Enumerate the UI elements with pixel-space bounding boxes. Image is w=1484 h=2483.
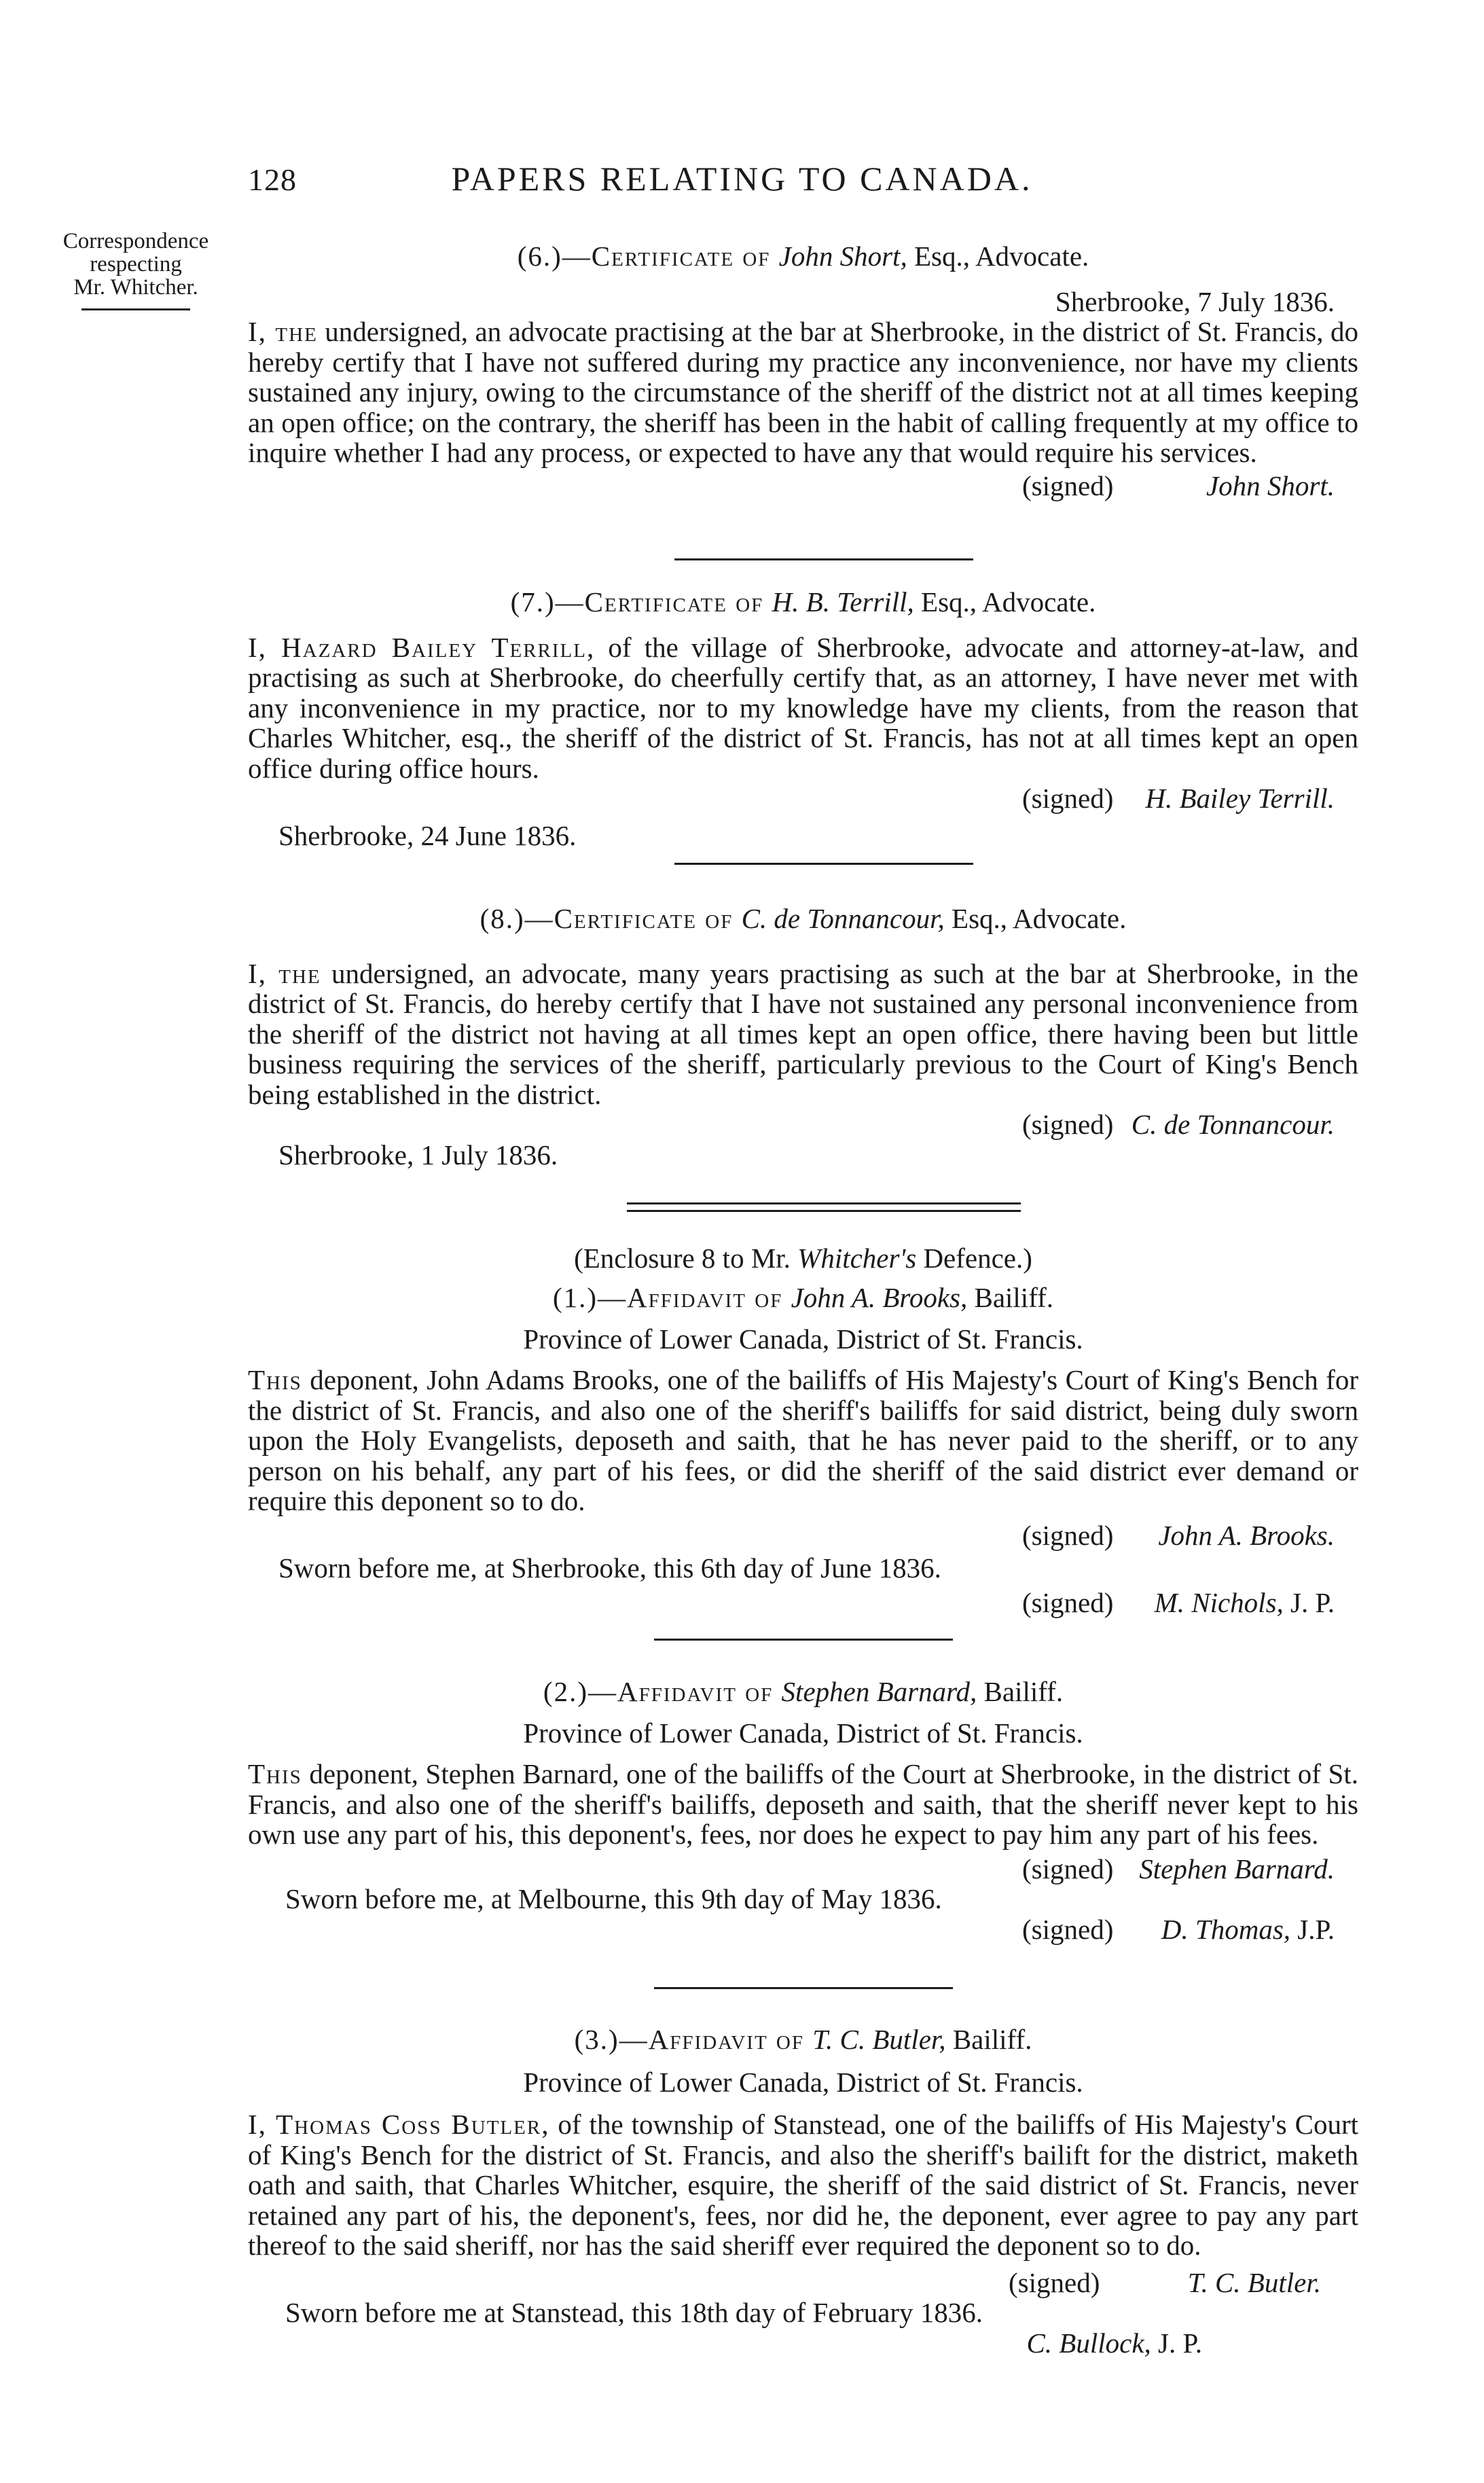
dateline: Sherbrooke, 24 June 1836. bbox=[278, 819, 577, 851]
jp-name: D. Thomas, bbox=[1161, 1913, 1291, 1945]
section-heading bbox=[248, 1283, 1358, 1313]
heading-suffix: Bailiff. bbox=[977, 1676, 1064, 1707]
signature-name: C. de Tonnancour. bbox=[1131, 1109, 1335, 1140]
certificate-8 bbox=[248, 904, 1358, 1170]
para-body: of the township of Stanstead, one of the bailiffs of His Majesty's Court of King's Bench for the district of St. Francis, and also the sheriff's bailift for the district, maketh oath and saith, that Charles Whitcher, esquire, the sheriff of the said district of St. Francis, never retained any part of his, the deponent's, fees, nor did he, the deponent, ever agree to pay any part thereof to the said sheriff, nor has the said sheriff ever required the deponent so to do. bbox=[248, 2109, 1358, 2261]
province-line: Province of Lower Canada, District of St. Francis. bbox=[523, 1323, 1083, 1355]
signed-label: (signed) bbox=[1009, 2266, 1100, 2298]
heading-name: John Short, bbox=[778, 240, 907, 272]
enclosure-suffix: Defence.) bbox=[916, 1243, 1032, 1274]
heading-suffix: Esq., Advocate. bbox=[907, 240, 1089, 272]
section-divider bbox=[654, 1639, 953, 1641]
para-body: deponent, Stephen Barnard, one of the bailiffs of the Court at Sherbrooke, in the district of St. Francis, and also one of the sheriff's bailiffs, deposeth and saith, that the sheriff never kept to his own use any part of his, this deponent's, fees, nor does he expect to pay him any part of his fees. bbox=[248, 1758, 1358, 1850]
signature-name: John Short. bbox=[1206, 469, 1335, 501]
margin-note-line: Mr. Whitcher. bbox=[73, 275, 198, 300]
signature-name: John A. Brooks. bbox=[1158, 1519, 1335, 1551]
signed-label: (signed) bbox=[1022, 783, 1114, 814]
signature-line bbox=[248, 2268, 1358, 2298]
section-divider bbox=[654, 1987, 953, 1989]
enclosure-heading bbox=[248, 1243, 1358, 1274]
signature-line bbox=[248, 471, 1358, 501]
signed-label: (signed) bbox=[1022, 1109, 1114, 1140]
heading-name: C. de Tonnancour, bbox=[741, 903, 945, 934]
margin-rule bbox=[82, 308, 190, 310]
heading-prefix: (3.)—Affidavit of bbox=[574, 2024, 813, 2055]
affidavit-2 bbox=[248, 1677, 1358, 1944]
jp-name: M. Nichols, bbox=[1154, 1586, 1284, 1618]
section-heading bbox=[248, 904, 1358, 934]
signature-name: Stephen Barnard. bbox=[1139, 1853, 1335, 1884]
para-lead: This bbox=[248, 1364, 302, 1395]
body-paragraph bbox=[248, 1759, 1358, 1850]
para-lead: This bbox=[248, 1758, 302, 1789]
section-divider bbox=[674, 863, 973, 865]
page-number: 128 bbox=[248, 162, 297, 197]
body-paragraph bbox=[248, 2109, 1358, 2261]
heading-prefix: (8.)—Certificate of bbox=[479, 903, 742, 934]
signature-line bbox=[248, 783, 1358, 814]
heading-prefix: (6.)—Certificate of bbox=[517, 240, 779, 272]
signature-line bbox=[248, 1854, 1358, 1884]
body-paragraph bbox=[248, 317, 1358, 468]
section-divider bbox=[674, 558, 973, 560]
para-lead: I, the bbox=[248, 316, 318, 347]
margin-note bbox=[41, 230, 231, 310]
heading-suffix: Esq., Advocate. bbox=[913, 586, 1096, 618]
dateline: Sherbrooke, 1 July 1836. bbox=[278, 1139, 558, 1171]
signed-label: (signed) bbox=[1022, 1519, 1114, 1551]
dateline: Sherbrooke, 7 July 1836. bbox=[1055, 285, 1335, 317]
jp-suffix: J. P. bbox=[1151, 2327, 1202, 2359]
affidavit-1 bbox=[248, 1283, 1358, 1618]
margin-note-line: Correspondence bbox=[62, 229, 209, 253]
province-line: Province of Lower Canada, District of St. Francis. bbox=[523, 2066, 1083, 2098]
section-heading bbox=[248, 241, 1358, 272]
heading-name: T. C. Butler, bbox=[812, 2024, 946, 2055]
enclosure-name: Whitcher's bbox=[797, 1243, 917, 1274]
signed-label: (signed) bbox=[1022, 469, 1114, 501]
signed-label: (signed) bbox=[1022, 1913, 1114, 1945]
jp-suffix: J. P. bbox=[1283, 1586, 1335, 1618]
section-heading bbox=[248, 1677, 1358, 1707]
section-heading bbox=[248, 2024, 1358, 2055]
heading-suffix: Bailiff. bbox=[967, 1282, 1054, 1313]
heading-prefix: (7.)—Certificate of bbox=[510, 586, 772, 618]
signed-label: (signed) bbox=[1022, 1853, 1114, 1884]
running-title: PAPERS RELATING TO CANADA. bbox=[451, 160, 1033, 198]
section-heading bbox=[248, 587, 1358, 618]
body-paragraph bbox=[248, 1365, 1358, 1516]
sworn-line: Sworn before me at Stanstead, this 18th day of February 1836. bbox=[285, 2297, 983, 2328]
body-paragraph bbox=[248, 959, 1358, 1110]
para-body: undersigned, an advocate practising at the bar at Sherbrooke, in the district of St. Francis, do hereby certify that I have not suffered during my practice any inconvenience, nor have my clients sustained any injury, owing to the circumstance of the sheriff of the district not at all times keeping an open office; on the contrary, the sheriff has been in the habit of calling frequently at my office to inquire whether I had any process, or expected to have any that would require his services. bbox=[248, 316, 1358, 468]
sworn-line: Sworn before me, at Sherbrooke, this 6th day of June 1836. bbox=[278, 1552, 941, 1584]
para-body: of the village of Sherbrooke, advocate and attorney-at-law, and practising as such at Sherbrooke, do cheerfully certify that, as an attorney, I have never met with any inconvenience in my practice, nor to my knowledge have my clients, from the reason that Charles Whitcher, esq., the sheriff of the district of St. Francis, has not at all times kept an open office during office hours. bbox=[248, 631, 1358, 784]
certificate-6 bbox=[248, 241, 1358, 501]
jp-suffix: J.P. bbox=[1290, 1913, 1335, 1945]
para-lead: I, the bbox=[248, 957, 321, 989]
enclosure-prefix: (Enclosure 8 to Mr. bbox=[574, 1243, 798, 1274]
heading-name: H. B. Terrill, bbox=[772, 586, 914, 618]
para-body: undersigned, an advocate, many years practising as such at the bar at Sherbrooke, in the district of St. Francis, do hereby certify that I have not sustained any personal inconvenience from the sheriff of the district not having at all times kept an open office, there having been but little business requiring the services of the sheriff, particularly previous to the Court of King's Bench being established in the district. bbox=[248, 957, 1358, 1110]
signature-line bbox=[248, 1520, 1358, 1551]
heading-name: Stephen Barnard, bbox=[781, 1676, 977, 1707]
affidavit-3 bbox=[248, 2024, 1358, 2358]
signature-line bbox=[248, 1109, 1358, 1140]
signature-name: T. C. Butler. bbox=[1187, 2266, 1321, 2298]
signed-label: (signed) bbox=[1022, 1586, 1114, 1618]
jp-signature-line bbox=[248, 1914, 1358, 1945]
heading-suffix: Esq., Advocate. bbox=[944, 903, 1127, 934]
enclosure-divider bbox=[627, 1202, 1021, 1212]
jp-signature-line bbox=[248, 2328, 1358, 2359]
sworn-line: Sworn before me, at Melbourne, this 9th day of May 1836. bbox=[285, 1883, 942, 1914]
certificate-7 bbox=[248, 587, 1358, 851]
province-line: Province of Lower Canada, District of St. Francis. bbox=[523, 1717, 1083, 1749]
body-paragraph bbox=[248, 632, 1358, 784]
heading-prefix: (1.)—Affidavit of bbox=[552, 1282, 791, 1313]
heading-suffix: Bailiff. bbox=[945, 2024, 1032, 2055]
signature-name: H. Bailey Terrill. bbox=[1145, 783, 1335, 814]
para-lead: I, Hazard Bailey Terrill, bbox=[248, 631, 596, 663]
margin-note-line: respecting bbox=[90, 252, 182, 276]
heading-name: John A. Brooks, bbox=[791, 1282, 968, 1313]
jp-name: C. Bullock, bbox=[1026, 2327, 1151, 2359]
para-body: deponent, John Adams Brooks, one of the bailiffs of His Majesty's Court of King's Bench for the district of St. Francis, and also one of the sheriff's bailiffs for said district, being duly sworn upon the Holy Evangelists, deposeth and saith, that he has never paid to the sheriff, or to any person on his behalf, any part of his fees, or did the sheriff of the said district ever demand or require this deponent so to do. bbox=[248, 1364, 1358, 1516]
jp-signature-line bbox=[248, 1588, 1358, 1618]
heading-prefix: (2.)—Affidavit of bbox=[543, 1676, 782, 1707]
para-lead: I, Thomas Coss Butler, bbox=[248, 2109, 550, 2140]
